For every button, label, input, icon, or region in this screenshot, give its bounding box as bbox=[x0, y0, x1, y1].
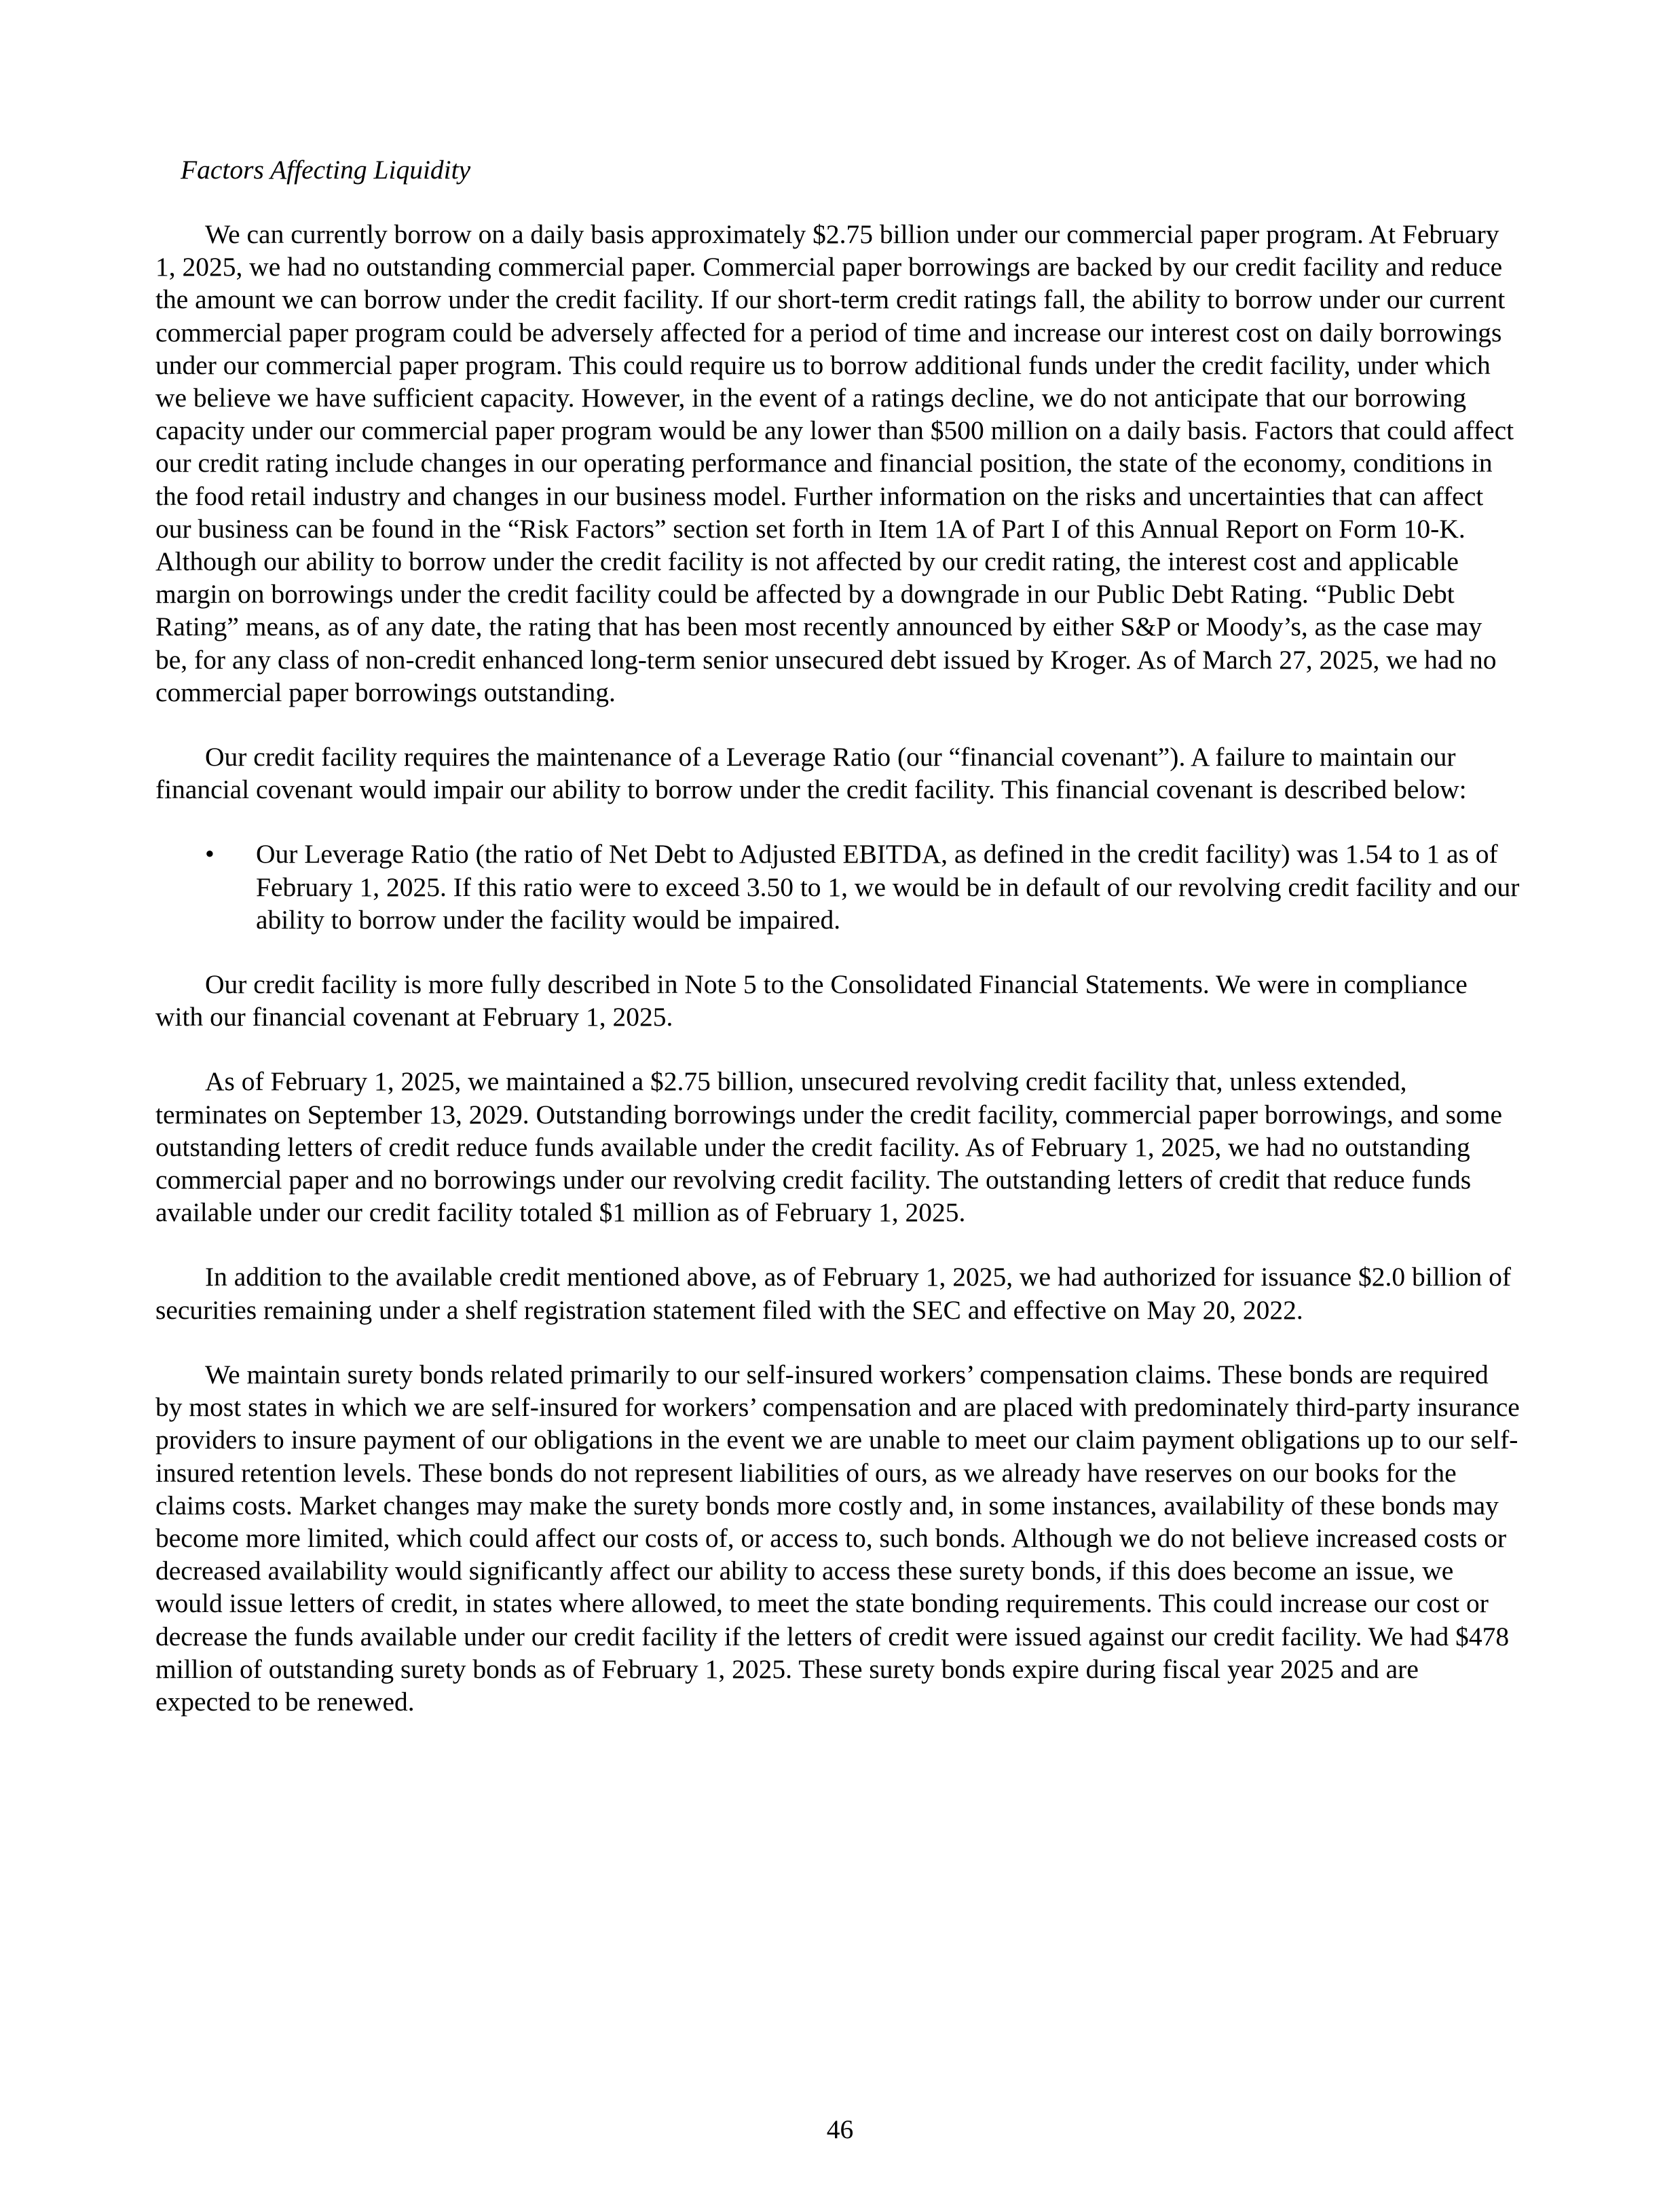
page-number: 46 bbox=[826, 2114, 854, 2144]
section-heading: Factors Affecting Liquidity bbox=[181, 155, 471, 185]
paragraph-financial-covenant: Our credit facility requires the maintenance of a Leverage Ratio (our “financial covenant”). A failure to maintain our financial covenant would impair our ability to borrow under the credit facility. This financial covenant is described below: bbox=[155, 742, 1467, 805]
paragraph-commercial-paper: We can currently borrow on a daily basis approximately $2.75 billion under our commercial paper program. At February 1, 2025, we had no outstanding commercial paper. Commercial paper borrowings are backed by our credit facility and reduce the amount we can borrow under the credit facility. If our short-term credit ratings fall, the ability to borrow under our current commercial paper program could be adversely affected for a period of time and increase our interest cost on daily borrowings under our commercial paper program. This could require us to borrow additional funds under the credit facility, under which we believe we have sufficient capacity. However, in the event of a ratings decline, we do not anticipate that our borrowing capacity under our commercial paper program would be any lower than $500 million on a daily basis. Factors that could affect our credit rating include changes in our operating performance and financial position, the state of the economy, conditions in the food retail industry and changes in our business model. Further information on the risks and uncertainties that can affect our business can be found in the “Risk Factors” section set forth in Item 1A of Part I of this Annual Report on Form 10-K. Although our ability to borrow under the credit facility is not affected by our credit rating, the interest cost and applicable margin on borrowings under the credit facility could be affected by a downgrade in our Public Debt Rating. “Public Debt Rating” means, as of any date, the rating that has been most recently announced by either S&P or Moody’s, as the case may be, for any class of non-credit enhanced long-term senior unsecured debt issued by Kroger. As of March 27, 2025, we had no commercial paper borrowings outstanding. bbox=[155, 219, 1514, 707]
bullet-icon: • bbox=[205, 839, 214, 869]
bullet-list bbox=[155, 838, 1520, 936]
paragraph-shelf-registration: In addition to the available credit mentioned above, as of February 1, 2025, we had authorized for issuance $2.0 billion of securities remaining under a shelf registration statement filed with the SEC and effective on May 20, 2022. bbox=[155, 1262, 1511, 1325]
list-item-leverage-ratio bbox=[155, 838, 1520, 936]
paragraph-revolving-credit: As of February 1, 2025, we maintained a $2.75 billion, unsecured revolving credit facility that, unless extended, terminates on September 13, 2029. Outstanding borrowings under the credit facility, commercial paper borrowings, and some outstanding letters of credit reduce funds available under the credit facility. As of February 1, 2025, we had no outstanding commercial paper and no borrowings under our revolving credit facility. The outstanding letters of credit that reduce funds available under our credit facility totaled $1 million as of February 1, 2025. bbox=[155, 1066, 1502, 1228]
bullet-text: Our Leverage Ratio (the ratio of Net Debt to Adjusted EBITDA, as defined in the credit facility) was 1.54 to 1 as of February 1, 2025. If this ratio were to exceed 3.50 to 1, we would be in default of our revolving credit facility and our ability to borrow under the facility would be impaired. bbox=[256, 839, 1520, 935]
document-body bbox=[155, 153, 1520, 1750]
paragraph-surety-bonds: We maintain surety bonds related primarily to our self-insured workers’ compensation claims. These bonds are required by most states in which we are self-insured for workers’ compensation and are placed with predominately third-party insurance providers to insure payment of our obligations in the event we are unable to meet our claim payment obligations up to our self-insured retention levels. These bonds do not represent liabilities of ours, as we already have reserves on our books for the claims costs. Market changes may make the surety bonds more costly and, in some instances, availability of these bonds may become more limited, which could affect our costs of, or access to, such bonds. Although we do not believe increased costs or decreased availability would significantly affect our ability to access these surety bonds, if this does become an issue, we would issue letters of credit, in states where allowed, to meet the state bonding requirements. This could increase our cost or decrease the funds available under our credit facility if the letters of credit were issued against our credit facility. We had $478 million of outstanding surety bonds as of February 1, 2025. These surety bonds expire during fiscal year 2025 and are expected to be renewed. bbox=[155, 1359, 1520, 1717]
paragraph-note-5: Our credit facility is more fully described in Note 5 to the Consolidated Financial Statements. We were in compliance with our financial covenant at February 1, 2025. bbox=[155, 969, 1468, 1032]
